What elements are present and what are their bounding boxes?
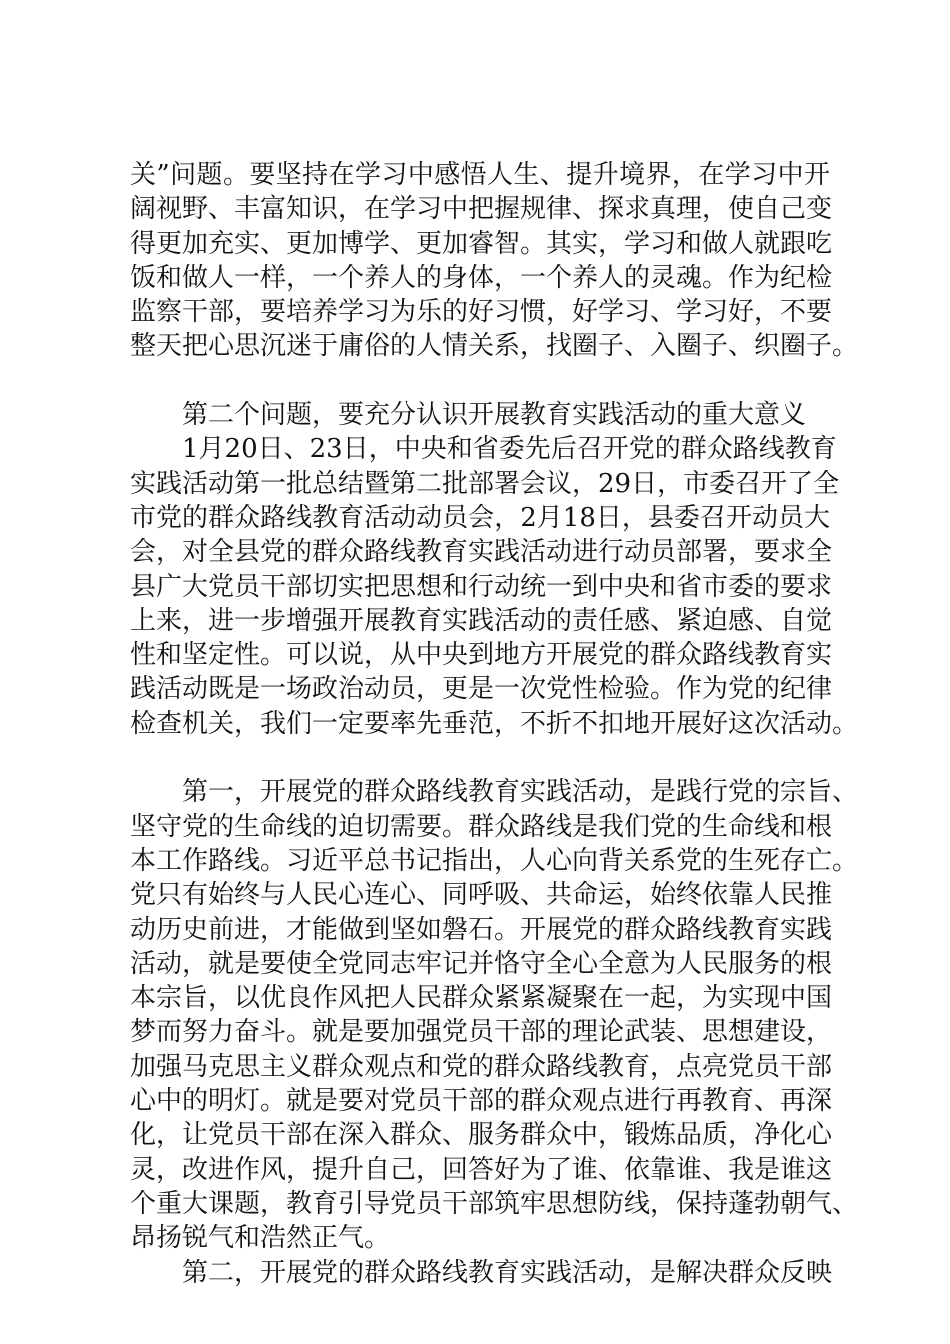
paragraph-spacer bbox=[130, 741, 830, 775]
paragraph-intro-continuation bbox=[130, 158, 859, 364]
text-line: 会，对全县党的群众路线教育实践活动进行动员部署，要求全 bbox=[130, 537, 833, 568]
text-line: 1月20日、23日，中央和省委先后召开党的群众路线教育 bbox=[182, 434, 837, 465]
text-line: 上来，进一步增强开展教育实践活动的责任感、紧迫感、自觉 bbox=[130, 605, 833, 636]
text-line: 监察干部，要培养学习为乐的好习惯，好学习、学习好，不要 bbox=[130, 297, 833, 328]
paragraph-meetings bbox=[130, 432, 859, 741]
text-line: 梦而努力奋斗。就是要加强党员干部的理论武装、思想建设， bbox=[130, 1017, 833, 1048]
text-line: 昂扬锐气和浩然正气。 bbox=[130, 1223, 391, 1254]
text-line: 灵，改进作风，提升自己，回答好为了谁、依靠谁、我是谁这 bbox=[130, 1154, 833, 1185]
heading-line: 第二个问题，要充分认识开展教育实践活动的重大意义 bbox=[182, 400, 807, 431]
text-line: 得更加充实、更加博学、更加睿智。其实，学习和做人就跟吃 bbox=[130, 228, 833, 259]
text-line: 性和坚定性。可以说，从中央到地方开展党的群众路线教育实 bbox=[130, 640, 833, 671]
paragraph-second-point bbox=[130, 1256, 833, 1290]
text-line: 化，让党员干部在深入群众、服务群众中，锻炼品质，净化心 bbox=[130, 1120, 833, 1151]
text-line: 党只有始终与人民心连心、同呼吸、共命运，始终依靠人民推 bbox=[130, 880, 833, 911]
text-line: 心中的明灯。就是要对党员干部的群众观点进行再教育、再深 bbox=[130, 1086, 833, 1117]
text-line: 饭和做人一样，一个养人的身体，一个养人的灵魂。作为纪检 bbox=[130, 262, 833, 293]
text-line: 市党的群众路线教育活动动员会，2月18日，县委召开动员大 bbox=[130, 502, 830, 533]
paragraph-spacer bbox=[130, 364, 830, 398]
text-line: 关”问题。要坚持在学习中感悟人生、提升境界，在学习中开 bbox=[130, 160, 830, 190]
text-line: 活动，就是要使全党同志牢记并恪守全心全意为人民服务的根 bbox=[130, 948, 833, 979]
text-line: 整天把心思沉迷于庸俗的人情关系，找圈子、入圈子、织圈子。 bbox=[130, 331, 859, 362]
text-line: 阔视野、丰富知识，在学习中把握规律、探求真理，使自己变 bbox=[130, 194, 833, 225]
text-line: 第二，开展党的群众路线教育实践活动，是解决群众反映 bbox=[182, 1257, 833, 1288]
document-body bbox=[130, 158, 859, 1290]
text-line: 本工作路线。习近平总书记指出，人心向背关系党的生死存亡。 bbox=[130, 845, 859, 876]
text-line: 第一，开展党的群众路线教育实践活动，是践行党的宗旨、 bbox=[182, 777, 859, 808]
section-heading bbox=[130, 398, 830, 432]
text-line: 践活动既是一场政治动员，更是一次党性检验。作为党的纪律 bbox=[130, 674, 833, 705]
paragraph-first-point bbox=[130, 775, 859, 1255]
text-line: 坚守党的生命线的迫切需要。群众路线是我们党的生命线和根 bbox=[130, 811, 833, 842]
text-line: 个重大课题，教育引导党员干部筑牢思想防线，保持蓬勃朝气、 bbox=[130, 1188, 859, 1219]
text-line: 本宗旨，以优良作风把人民群众紧紧凝聚在一起，为实现中国 bbox=[130, 983, 833, 1014]
text-line: 县广大党员干部切实把思想和行动统一到中央和省市委的要求 bbox=[130, 571, 833, 602]
text-line: 加强马克思主义群众观点和党的群众路线教育，点亮党员干部 bbox=[130, 1051, 833, 1082]
text-line: 检查机关，我们一定要率先垂范，不折不扣地开展好这次活动。 bbox=[130, 708, 859, 739]
text-line: 动历史前进，才能做到坚如磐石。开展党的群众路线教育实践 bbox=[130, 914, 833, 945]
text-line: 实践活动第一批总结暨第二批部署会议，29日，市委召开了全 bbox=[130, 468, 840, 499]
